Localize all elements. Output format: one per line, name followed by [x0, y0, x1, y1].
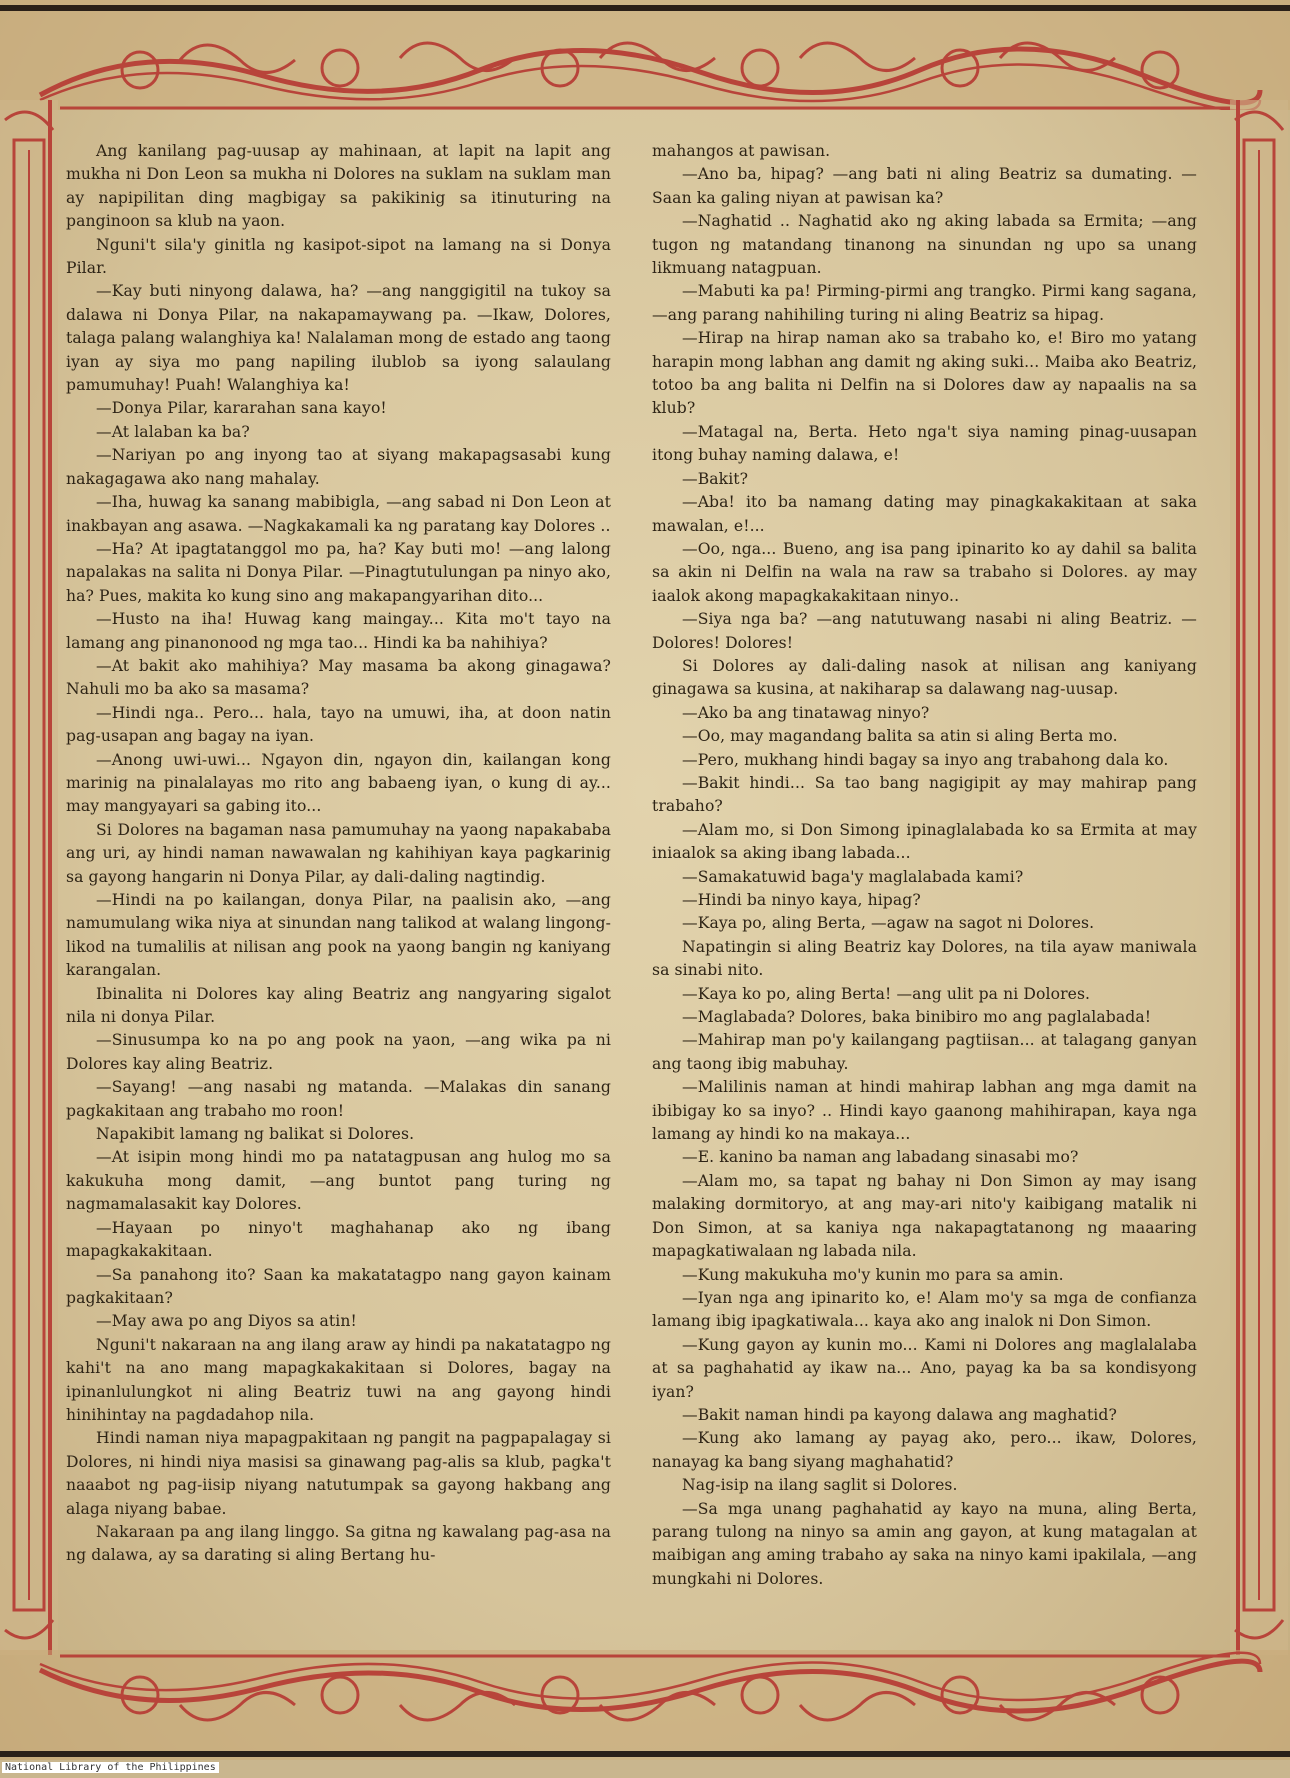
paragraph: —Oo, may magandang balita sa atin si aling Berta mo. — [682, 727, 1118, 746]
paragraph: —Anong uwi-uwi... Ngayon din, ngayon din, kailangan kong marinig na pinalalayas mo rito ang babaeng iyan, o kung di ay... may mangyayari sa gabing ito... — [66, 750, 611, 816]
paragraph: —Iha, huwag ka sanang mabibigla, —ang sabad ni Don Leon at inakbayan ang asawa. —Nagkakamali ka ng paratang kay Dolores .. — [66, 493, 611, 535]
paragraph: —Alam mo, sa tapat ng bahay ni Don Simon ay may isang malaking dormitoryo, at ang may-ari nito'y kaibigang matalik ni Don Simon, at sa kaniya nga nakapagtatanong ng maaaring mapagkatiwalaan ng labada nila. — [652, 1171, 1197, 1261]
paragraph: —Aba! ito ba namang dating may pinagkakakitaan at saka mawalan, e!... — [652, 493, 1197, 535]
paragraph: —Samakatuwid baga'y maglalabada kami? — [682, 867, 1024, 886]
top-ornamental-border — [0, 0, 1290, 110]
paragraph: —Sa mga unang paghahatid ay kayo na muna, aling Berta, parang tulong na ninyo sa amin ang gayon, at kung matagalan at maibigan ang aming trabaho ay saka na ninyo kami ipakilala, —ang mungkahi ni Dolores. — [652, 1499, 1197, 1588]
paragraph: Napatingin si aling Beatriz kay Dolores, na tila ayaw maniwala sa sinabi nito. — [652, 937, 1197, 980]
library-credit: National Library of the Philippines — [2, 1762, 219, 1773]
paragraph: Si Dolores ay dali-daling nasok at nilisan ang kaniyang ginagawa sa kusina, at nakiharap sa dalawang nag-uusap. — [652, 656, 1197, 699]
paragraph: Nguni't sila'y ginitla ng kasipot-sipot na lamang na si Donya Pilar. — [66, 235, 611, 278]
paragraph: —Kaya ko po, aling Berta! —ang ulit pa ni Dolores. — [682, 984, 1091, 1003]
paragraph: —Ako ba ang tinatawag ninyo? — [682, 703, 930, 722]
paragraph: —Kung gayon ay kunin mo... Kami ni Dolores ang maglalalaba at sa paghahatid ay ikaw na... Ano, payag ka ba sa kondisyong iyan? — [652, 1335, 1197, 1401]
paragraph: Nakaraan pa ang ilang linggo. Sa gitna ng kawalang pag-asa na ng dalawa, ay sa darating si aling Bertang hu- — [66, 1522, 611, 1565]
paragraph: Hindi naman niya mapagpakitaan ng pangit na pagpapalagay si Dolores, ni hindi niya masisi sa ginawang pag-alis sa klub, pagka't naaabot ng pag-iisip niyang natutumpak sa gayong hakbang ang alaga niyang babae. — [66, 1429, 611, 1518]
paragraph: —At bakit ako mahihiya? May masama ba akong ginagawa? Nahuli mo ba ako sa masama? — [66, 656, 611, 699]
paragraph: —Pero, mukhang hindi bagay sa inyo ang trabahong dala ko. — [682, 750, 1169, 769]
paragraph: Ang kanilang pag-uusap ay mahinaan, at lapit na lapit ang mukha ni Don Leon sa mukha ni Dolores na suklam na suklam man ay napipilitan ding magbigay sa pakikinig sa itinuturing na panginoon sa klub na yaon. — [66, 142, 611, 231]
paragraph: —At lalaban ka ba? — [96, 422, 250, 441]
paragraph: Napakibit lamang ng balikat si Dolores. — [96, 1125, 415, 1144]
paragraph: —Alam mo, si Don Simong ipinaglalabada ko sa Ermita at may iniaalok sa aking ibang labada... — [652, 820, 1197, 863]
paragraph: —Hindi ba ninyo kaya, hipag? — [682, 891, 921, 909]
paragraph: Si Dolores na bagaman nasa pamumuhay na yaong napakababa ang uri, ay hindi naman nawawalan ng kahihiyan kaya pagkarinig sa gayong hangarin ni Donya Pilar, ay dali-daling nagtindig. — [66, 820, 611, 886]
right-decorative-pillar — [1230, 100, 1288, 1655]
paragraph: Nguni't nakaraan na ang ilang araw ay hindi pa nakatatagpo ng kahi't na ano mang mapagkakakitaan si Dolores, bagay na ipinanlulungkot ni aling Beatriz tuwi na ang gayong hindi hinihintay na pagdadahop nila. — [66, 1335, 611, 1424]
paragraph: —Naghatid .. Naghatid ako ng aking labada sa Ermita; —ang tugon ng matandang tinanong na sinundan ng upo sa unang likmuang natagpuan. — [652, 212, 1197, 278]
text-column-left — [66, 140, 611, 1568]
paragraph: —E. kanino ba naman ang labadang sinasabi mo? — [682, 1148, 1079, 1167]
paragraph: —At isipin mong hindi mo pa natatagpusan ang hulog mo sa kakukuha mong damit, —ang buntot pang turing ng nagmamalasakit kay Dolores. — [66, 1148, 611, 1214]
paragraph: Ibinalita ni Dolores kay aling Beatriz ang nangyaring sigalot nila ni donya Pilar. — [66, 984, 611, 1027]
paragraph: mahangos at pawisan. — [652, 142, 831, 160]
paragraph: —Hindi nga.. Pero... hala, tayo na umuwi, iha, at doon natin pag-usapan ang bagay na iyan. — [66, 703, 611, 746]
paragraph: —Sayang! —ang nasabi ng matanda. —Malakas din sanang pagkakitaan ang trabaho mo roon! — [66, 1078, 611, 1120]
paragraph: —Oo, nga... Bueno, ang isa pang ipinarito ko ay dahil sa balita sa akin ni Delfin na wala na raw sa trabaho si Dolores. ay may iaalok akong mapagkakakitaan ninyo.. — [652, 539, 1197, 605]
paragraph: —Kung makukuha mo'y kunin mo para sa amin. — [682, 1265, 1064, 1284]
paragraph: —Iyan nga ang ipinarito ko, e! Alam mo'y sa mga de confianza lamang ibig ipagkatiwala... kaya ako ang inalok ni Don Simon. — [652, 1288, 1197, 1331]
paragraph: —May awa po ang Diyos sa atin! — [96, 1312, 357, 1331]
paragraph: —Husto na iha! Huwag kang maingay... Kita mo't tayo na lamang ang pinanonood ng mga tao... Hindi ka ba nahihiya? — [66, 610, 611, 652]
paragraph: —Ano ba, hipag? —ang bati ni aling Beatriz sa dumating. —Saan ka galing niyan at pawisan ka? — [652, 165, 1197, 207]
left-decorative-pillar — [0, 100, 58, 1655]
paragraph: —Hindi na po kailangan, donya Pilar, na paalisin ako, —ang namumulang wika niya at sinundan nang talikod at walang lingong-likod na tumalilis at nilisan ang pook na yaong bangin ng kaniyang karangalan. — [66, 891, 611, 980]
paragraph: —Bakit? — [682, 469, 749, 488]
paragraph: —Kung ako lamang ay payag ako, pero... ikaw, Dolores, nanayag ka bang siyang maghahatid? — [652, 1429, 1197, 1471]
paragraph: —Bakit naman hindi pa kayong dalawa ang maghatid? — [682, 1405, 1117, 1424]
paragraph: —Mahirap man po'y kailangang pagtiisan... at talagang ganyan ang taong ibig mabuhay. — [652, 1031, 1197, 1073]
paragraph: —Malilinis naman at hindi mahirap labhan ang mga damit na ibibigay ko sa inyo? .. Hindi kayo gaanong mahihirapan, kaya nga lamang ay hindi ko na makaya... — [652, 1078, 1197, 1144]
bottom-ornamental-border — [0, 1650, 1290, 1760]
paragraph: —Nariyan po ang inyong tao at siyang makapagsasabi kung nakagagawa ako nang mahalay. — [66, 446, 611, 488]
paragraph: —Mabuti ka pa! Pirming-pirmi ang trangko. Pirmi kang sagana, —ang parang nahihiling turing ni aling Beatriz sa hipag. — [652, 282, 1197, 324]
paragraph: —Sa panahong ito? Saan ka makatatagpo nang gayon kainam pagkakitaan? — [66, 1265, 611, 1307]
paragraph: —Donya Pilar, kararahan sana kayo! — [96, 399, 387, 418]
paragraph: —Hirap na hirap naman ako sa trabaho ko, e! Biro mo yatang harapin mong labhan ang damit ng aking suki... Maiba ako Beatriz, totoo ba ang balita ni Delfin na si Dolores daw ay napaalis na sa klub? — [652, 329, 1197, 418]
paragraph: —Hayaan po ninyo't maghahanap ako ng ibang mapagkakakitaan. — [66, 1218, 611, 1261]
paragraph: —Sinusumpa ko na po ang pook na yaon, —ang wika pa ni Dolores kay aling Beatriz. — [66, 1031, 611, 1073]
paragraph: —Maglabada? Dolores, baka binibiro mo ang paglalabada! — [682, 1008, 1152, 1027]
paragraph: —Siya nga ba? —ang natutuwang nasabi ni aling Beatriz. —Dolores! Dolores! — [652, 610, 1197, 652]
paragraph: —Ha? At ipagtatanggol mo pa, ha? Kay buti mo! —ang lalong napalakas na salita ni Donya Pilar. —Pinagtutulungan pa ninyo ako, ha? Pues, makita ko kung sino ang makapangyarihan dito... — [66, 539, 611, 605]
paragraph: —Kay buti ninyong dalawa, ha? —ang nanggigitil na tukoy sa dalawa ni Donya Pilar, na nakapamaywang pa. —Ikaw, Dolores, talaga palang walanghiya ka! Nalalaman mong de estado ang taong iyan ay siya mo pang napiling ilublob sa iyong salaulang pamumuhay! Puah! Walanghiya ka! — [66, 282, 611, 395]
paragraph: —Kaya po, aling Berta, —agaw na sagot ni Dolores. — [682, 914, 1095, 933]
paragraph: —Bakit hindi... Sa tao bang nagigipit ay may mahirap pang trabaho? — [652, 773, 1197, 816]
paragraph: Nag-isip na ilang saglit si Dolores. — [682, 1476, 958, 1495]
paragraph: —Matagal na, Berta. Heto nga't siya naming pinag-uusapan itong buhay naming dalawa, e! — [652, 422, 1197, 465]
text-column-right — [652, 140, 1197, 1591]
